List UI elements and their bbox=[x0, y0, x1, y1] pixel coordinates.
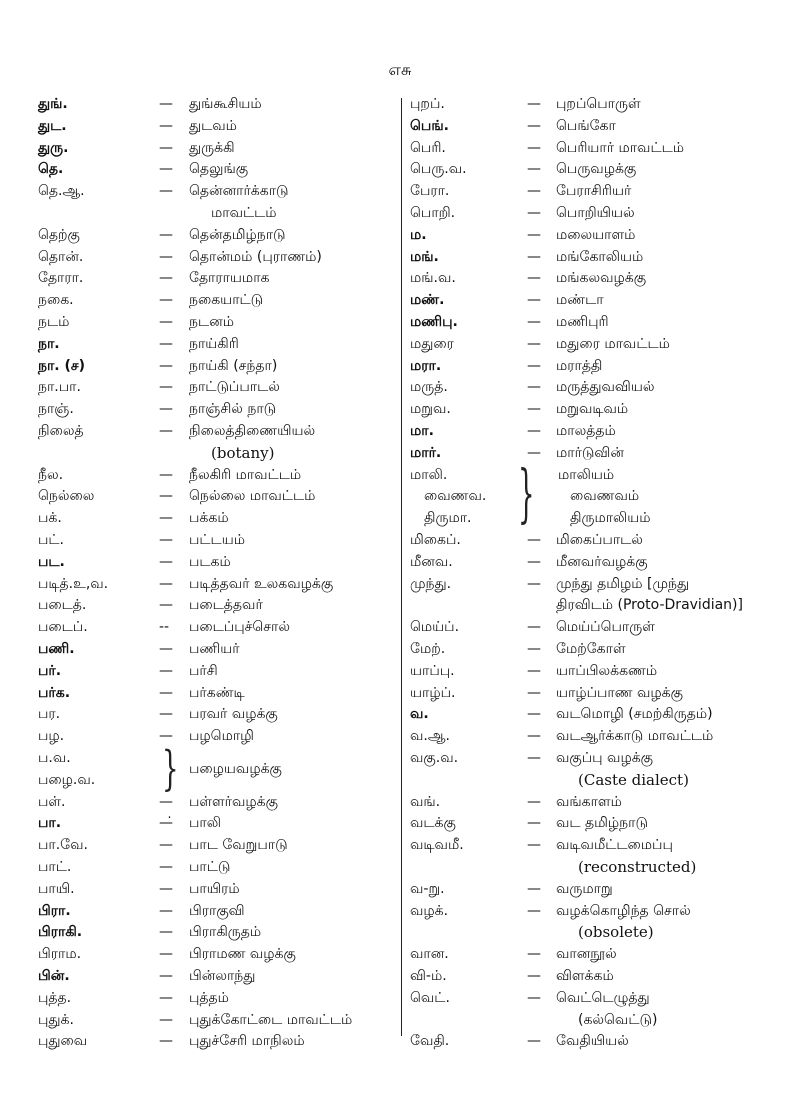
meaning: பணியர் bbox=[189, 641, 240, 657]
meaning: வெட்டெழுத்து bbox=[556, 989, 650, 1006]
dash-separator: — bbox=[159, 662, 173, 679]
meaning: வருமாறு bbox=[556, 880, 613, 897]
abbreviation: மா. bbox=[410, 423, 434, 439]
meaning: மணிபுரி bbox=[556, 314, 609, 330]
abbreviation: மீனவ. bbox=[410, 553, 453, 570]
dash-separator: — bbox=[527, 728, 541, 745]
dash-separator: — bbox=[159, 859, 173, 875]
dash-separator: — bbox=[159, 96, 173, 112]
abbreviation: வ.ஆ. bbox=[410, 728, 451, 745]
meaning: பரவர் வழக்கு bbox=[189, 706, 278, 723]
dash-separator: — bbox=[527, 946, 541, 963]
meaning: வைணவம் bbox=[570, 488, 640, 505]
meaning: படித்தவர் உலகவழக்கு bbox=[189, 575, 334, 592]
dash-separator: — bbox=[159, 924, 173, 941]
dash-separator: — bbox=[159, 575, 173, 592]
meaning: நகையாட்டு bbox=[189, 292, 264, 309]
abbreviation: மரா. bbox=[410, 357, 442, 374]
meaning: தொன்மம் (புராணம்) bbox=[189, 248, 322, 265]
abbreviation: யாப்பு. bbox=[410, 662, 455, 679]
dash-separator: — bbox=[159, 161, 173, 178]
abbreviation: நடம் bbox=[38, 314, 70, 330]
meaning: பிராமண வழக்கு bbox=[189, 946, 296, 963]
meaning: பிராகுவி bbox=[189, 902, 245, 919]
dash-separator: — bbox=[527, 619, 541, 636]
abbreviation: பா. bbox=[38, 815, 62, 832]
dash-separator: — bbox=[527, 989, 541, 1006]
meaning: துங்கூசியம் bbox=[189, 96, 262, 112]
meaning: திருமாலியம் bbox=[570, 510, 651, 527]
meaning: பொறியியல் bbox=[556, 205, 635, 221]
abbreviation: பர். bbox=[38, 662, 62, 679]
meaning: பிராகிருதம் bbox=[189, 924, 262, 941]
meaning: வங்காளம் bbox=[556, 793, 622, 810]
dash-separator: — bbox=[527, 292, 541, 309]
dash-separator: — bbox=[527, 532, 541, 548]
dash-separator: — bbox=[159, 510, 173, 527]
abbreviation: வழக். bbox=[410, 902, 449, 919]
abbreviation: துங். bbox=[38, 96, 68, 112]
meaning: பழமொழி bbox=[189, 728, 254, 745]
dash-separator: — bbox=[527, 96, 541, 112]
meaning: மங்கலவழக்கு bbox=[556, 270, 647, 287]
abbreviation: தெ.ஆ. bbox=[38, 183, 85, 200]
meaning: மேற்கோள் bbox=[556, 641, 626, 657]
meaning: பாயிரம் bbox=[189, 880, 240, 897]
page-number: எசு bbox=[388, 60, 412, 79]
dash-separator: — bbox=[527, 335, 541, 352]
dash-separator: — bbox=[527, 401, 541, 418]
meaning: மீனவர்வழக்கு bbox=[556, 553, 648, 570]
abbreviation: நா. (ச) bbox=[38, 357, 86, 374]
dash-separator: -- bbox=[159, 619, 170, 636]
meaning: மராத்தி bbox=[556, 357, 603, 374]
abbreviation: பின். bbox=[38, 968, 70, 984]
abbreviation: தொன். bbox=[38, 248, 84, 265]
abbreviation: துரு. bbox=[38, 139, 69, 156]
meaning: மலையாளம் bbox=[556, 226, 636, 243]
dash-separator: — bbox=[527, 1033, 541, 1050]
meaning: மாலத்தம் bbox=[556, 423, 616, 439]
abbreviation: பழ. bbox=[38, 728, 65, 745]
dash-separator: — bbox=[159, 684, 173, 701]
dash-separator: — bbox=[527, 314, 541, 330]
meaning: புதுக்கோட்டை மாவட்டம் bbox=[189, 1011, 353, 1028]
abbreviation: ம. bbox=[410, 226, 427, 243]
meaning: மிகைப்பாடல் bbox=[556, 532, 643, 548]
abbreviation: பாயி. bbox=[38, 880, 75, 897]
dash-separator: — bbox=[159, 641, 173, 657]
dash-separator: — bbox=[159, 139, 173, 156]
abbreviation: பா.வே. bbox=[38, 837, 88, 854]
dash-separator: — bbox=[527, 968, 541, 984]
meaning: பாலி bbox=[189, 815, 221, 832]
dash-separator: — bbox=[159, 292, 173, 309]
meaning: பட்டயம் bbox=[189, 532, 245, 548]
meaning: துடவம் bbox=[189, 117, 237, 134]
abbreviation: தெற்கு bbox=[38, 226, 80, 243]
meaning: பின்லாந்து bbox=[189, 968, 256, 984]
dash-separator: — bbox=[159, 837, 173, 854]
meaning: நீலகிரி மாவட்டம் bbox=[189, 466, 302, 483]
abbreviation: மிகைப். bbox=[410, 532, 461, 548]
meaning: வடிவமீட்டமைப்பு bbox=[556, 837, 673, 854]
meaning: மாவட்டம் bbox=[211, 205, 277, 221]
abbreviation: பக். bbox=[38, 510, 62, 527]
meaning: (Caste dialect) bbox=[578, 770, 689, 789]
meaning: யாழ்ப்பாண வழக்கு bbox=[556, 684, 683, 701]
abbreviation: நகை. bbox=[38, 292, 74, 309]
abbreviation: பணி. bbox=[38, 641, 75, 657]
abbreviation: புறப். bbox=[410, 96, 445, 112]
meaning: படகம் bbox=[189, 553, 231, 570]
abbreviation: மங். bbox=[410, 248, 439, 265]
meaning: மண்டா bbox=[556, 292, 604, 309]
meaning: தோராயமாக bbox=[189, 270, 270, 287]
grouping-brace: } bbox=[518, 459, 535, 532]
meaning: நாய்கி (சந்தா) bbox=[189, 357, 278, 374]
abbreviation: யாழ்ப். bbox=[410, 684, 456, 701]
meaning: பர்கண்டி bbox=[189, 684, 245, 701]
dash-separator: — bbox=[527, 837, 541, 854]
abbreviation: பிராகி. bbox=[38, 924, 83, 941]
dash-separator: — bbox=[527, 357, 541, 374]
meaning: மறுவடிவம் bbox=[556, 401, 629, 418]
meaning: புதுச்சேரி மாநிலம் bbox=[189, 1033, 305, 1050]
abbreviation: நிலைத் bbox=[38, 423, 84, 439]
dash-separator: — bbox=[527, 183, 541, 200]
abbreviation: பிரா. bbox=[38, 902, 71, 919]
abbreviation: பேரா. bbox=[410, 183, 450, 200]
abbreviation: பள். bbox=[38, 793, 66, 810]
abbreviation: வ. bbox=[410, 706, 429, 723]
grouping-brace: } bbox=[162, 743, 179, 797]
abbreviation: பட. bbox=[38, 553, 65, 570]
meaning: (obsolete) bbox=[578, 923, 654, 942]
dash-separator: — bbox=[159, 270, 173, 287]
meaning: வடமொழி (சமற்கிருதம்) bbox=[556, 706, 713, 723]
abbreviation: முந்து. bbox=[410, 575, 452, 592]
meaning: மாலியம் bbox=[558, 466, 615, 483]
dash-separator: — bbox=[527, 248, 541, 265]
dash-separator: — bbox=[159, 357, 173, 374]
abbreviation: மங்.வ. bbox=[410, 270, 456, 287]
dash-separator: — bbox=[159, 968, 173, 984]
abbreviation: படைப். bbox=[38, 619, 88, 636]
dash-separator: — bbox=[527, 226, 541, 243]
dash-separator: — bbox=[159, 226, 173, 243]
meaning: (botany) bbox=[211, 443, 275, 462]
abbreviation: புத்த. bbox=[38, 989, 72, 1006]
dash-separator: — bbox=[527, 641, 541, 657]
dash-separator: — bbox=[159, 183, 173, 200]
dash-separator: — bbox=[159, 532, 173, 548]
abbreviation: பெங். bbox=[410, 117, 449, 134]
meaning: தென்னார்க்காடு bbox=[189, 183, 289, 200]
abbreviation: திருமா. bbox=[424, 510, 472, 527]
abbreviation: பிராம. bbox=[38, 946, 82, 963]
dash-separator: — bbox=[159, 728, 173, 745]
abbreviation: மருத். bbox=[410, 379, 448, 396]
abbreviation: மார். bbox=[410, 444, 442, 461]
dash-separator: —̇ bbox=[159, 815, 173, 832]
meaning: (கல்வெட்டு) bbox=[578, 1011, 658, 1028]
dash-separator: — bbox=[527, 379, 541, 396]
abbreviation: பொறி. bbox=[410, 205, 456, 221]
dash-separator: — bbox=[527, 161, 541, 178]
meaning: நெல்லை மாவட்டம் bbox=[189, 488, 316, 505]
dash-separator: — bbox=[159, 335, 173, 352]
meaning: நாய்கிரி bbox=[189, 335, 239, 352]
dash-separator: — bbox=[527, 684, 541, 701]
meaning: மதுரை மாவட்டம் bbox=[556, 335, 670, 352]
abbreviation: நெல்லை bbox=[38, 488, 95, 505]
meaning: பர்சி bbox=[189, 662, 218, 679]
abbreviation: தோரா. bbox=[38, 270, 84, 287]
abbreviation: வான. bbox=[410, 946, 449, 963]
dash-separator: — bbox=[527, 444, 541, 461]
abbreviation: மண். bbox=[410, 292, 445, 309]
abbreviation: புதுக். bbox=[38, 1011, 74, 1028]
abbreviation: பழை.வ. bbox=[38, 771, 96, 788]
dash-separator: — bbox=[527, 423, 541, 439]
abbreviation: மதுரை bbox=[410, 335, 454, 352]
meaning: தென்தமிழ்நாடு bbox=[189, 226, 286, 243]
abbreviation: வ-று. bbox=[410, 880, 445, 897]
abbreviation: நாஞ். bbox=[38, 401, 74, 418]
dash-separator: — bbox=[159, 1011, 173, 1028]
abbreviation: பெரி. bbox=[410, 139, 446, 156]
abbreviation: வேதி. bbox=[410, 1033, 450, 1050]
meaning: புறப்பொருள் bbox=[556, 96, 641, 112]
meaning: நடனம் bbox=[189, 314, 234, 330]
dash-separator: — bbox=[159, 706, 173, 723]
meaning: பழையவழக்கு bbox=[189, 760, 282, 777]
meaning: யாப்பிலக்கணம் bbox=[556, 662, 658, 679]
meaning: வேதியியல் bbox=[556, 1033, 629, 1050]
abbreviation: நா. bbox=[38, 335, 60, 352]
dash-separator: — bbox=[527, 270, 541, 287]
abbreviation: புதுவை bbox=[38, 1033, 88, 1050]
abbreviation: படைத். bbox=[38, 597, 87, 614]
dash-separator: — bbox=[159, 379, 173, 396]
dash-separator: — bbox=[527, 117, 541, 134]
dash-separator: — bbox=[527, 815, 541, 832]
abbreviation: வகு.வ. bbox=[410, 750, 459, 766]
dash-separator: — bbox=[159, 488, 173, 505]
abbreviation: வெட். bbox=[410, 989, 450, 1006]
dash-separator: — bbox=[527, 706, 541, 723]
meaning: மார்டுவின் bbox=[556, 444, 624, 461]
dash-separator: — bbox=[159, 423, 173, 439]
meaning: நாஞ்சில் நாடு bbox=[189, 401, 277, 418]
dash-separator: — bbox=[527, 553, 541, 570]
meaning: பாட வேறுபாடு bbox=[189, 837, 288, 854]
dash-separator: — bbox=[527, 793, 541, 810]
meaning: திரவிடம் (Proto-Dravidian)] bbox=[556, 597, 743, 614]
abbreviation: பர. bbox=[38, 706, 61, 723]
dash-separator: — bbox=[159, 902, 173, 919]
abbreviation: தெ. bbox=[38, 161, 64, 178]
meaning: வானநூல் bbox=[556, 946, 617, 963]
meaning: படைத்தவர் bbox=[189, 597, 263, 614]
meaning: பாட்டு bbox=[189, 859, 231, 875]
meaning: வடஆர்க்காடு மாவட்டம் bbox=[556, 728, 714, 745]
dash-separator: — bbox=[527, 902, 541, 919]
abbreviation: படித்.உ,வ. bbox=[38, 575, 109, 592]
dash-separator: — bbox=[527, 662, 541, 679]
dash-separator: — bbox=[159, 1033, 173, 1050]
meaning: வழக்கொழிந்த சொல் bbox=[556, 902, 691, 919]
meaning: முந்து தமிழம் [முந்து bbox=[556, 575, 690, 592]
meaning: படைப்புச்சொல் bbox=[189, 619, 290, 636]
column-divider bbox=[401, 98, 402, 1036]
dash-separator: — bbox=[527, 205, 541, 221]
meaning: மெய்ப்பொருள் bbox=[556, 619, 655, 636]
abbreviation: வடிவமீ. bbox=[410, 837, 464, 854]
dash-separator: — bbox=[527, 750, 541, 766]
dash-separator: — bbox=[159, 117, 173, 134]
meaning: (reconstructed) bbox=[578, 858, 697, 876]
dash-separator: — bbox=[527, 139, 541, 156]
meaning: நாட்டுப்பாடல் bbox=[189, 379, 280, 396]
dash-separator: — bbox=[159, 466, 173, 483]
meaning: மருத்துவவியல் bbox=[556, 379, 655, 396]
meaning: வகுப்பு வழக்கு bbox=[556, 750, 654, 766]
meaning: புத்தம் bbox=[189, 989, 229, 1006]
dash-separator: — bbox=[159, 553, 173, 570]
abbreviation: மாலி. bbox=[410, 466, 448, 483]
dash-separator: — bbox=[159, 946, 173, 963]
abbreviation: மணிபு. bbox=[410, 314, 458, 330]
abbreviation: மறுவ. bbox=[410, 401, 451, 418]
meaning: பேராசிரியர் bbox=[556, 183, 632, 200]
dash-separator: — bbox=[159, 248, 173, 265]
meaning: மங்கோலியம் bbox=[556, 248, 644, 265]
meaning: பெருவழக்கு bbox=[556, 161, 637, 178]
dash-separator: — bbox=[159, 880, 173, 897]
dash-separator: — bbox=[159, 793, 173, 810]
meaning: பள்ளர்வழக்கு bbox=[189, 793, 278, 810]
meaning: தெலுங்கு bbox=[189, 161, 249, 178]
abbreviation: மேற். bbox=[410, 641, 446, 657]
abbreviation: நீல. bbox=[38, 466, 64, 483]
meaning: பெரியார் மாவட்டம் bbox=[556, 139, 685, 156]
meaning: பெங்கோ bbox=[556, 117, 616, 134]
dash-separator: — bbox=[159, 401, 173, 418]
abbreviation: துட. bbox=[38, 117, 67, 134]
abbreviation: பாட். bbox=[38, 859, 72, 875]
abbreviation: வங். bbox=[410, 793, 441, 810]
meaning: வட தமிழ்நாடு bbox=[556, 815, 648, 832]
dash-separator: — bbox=[159, 597, 173, 614]
dash-separator: — bbox=[527, 880, 541, 897]
dash-separator: — bbox=[159, 989, 173, 1006]
meaning: பக்கம் bbox=[189, 510, 229, 527]
dash-separator: — bbox=[527, 575, 541, 592]
abbreviation: பெரு.வ. bbox=[410, 161, 467, 178]
abbreviation: ப.வ. bbox=[38, 750, 71, 766]
meaning: விளக்கம் bbox=[556, 968, 614, 984]
meaning: நிலைத்திணையியல் bbox=[189, 423, 316, 439]
abbreviation: நா.பா. bbox=[38, 379, 81, 396]
abbreviation: வைணவ. bbox=[424, 488, 487, 505]
abbreviation: வி-ம். bbox=[410, 968, 447, 984]
abbreviation: பர்க. bbox=[38, 684, 71, 701]
meaning: துருக்கி bbox=[189, 139, 235, 156]
abbreviation: பட். bbox=[38, 532, 65, 548]
abbreviation: வடக்கு bbox=[410, 815, 456, 832]
abbreviation: மெய்ப். bbox=[410, 619, 460, 636]
dash-separator: — bbox=[159, 314, 173, 330]
